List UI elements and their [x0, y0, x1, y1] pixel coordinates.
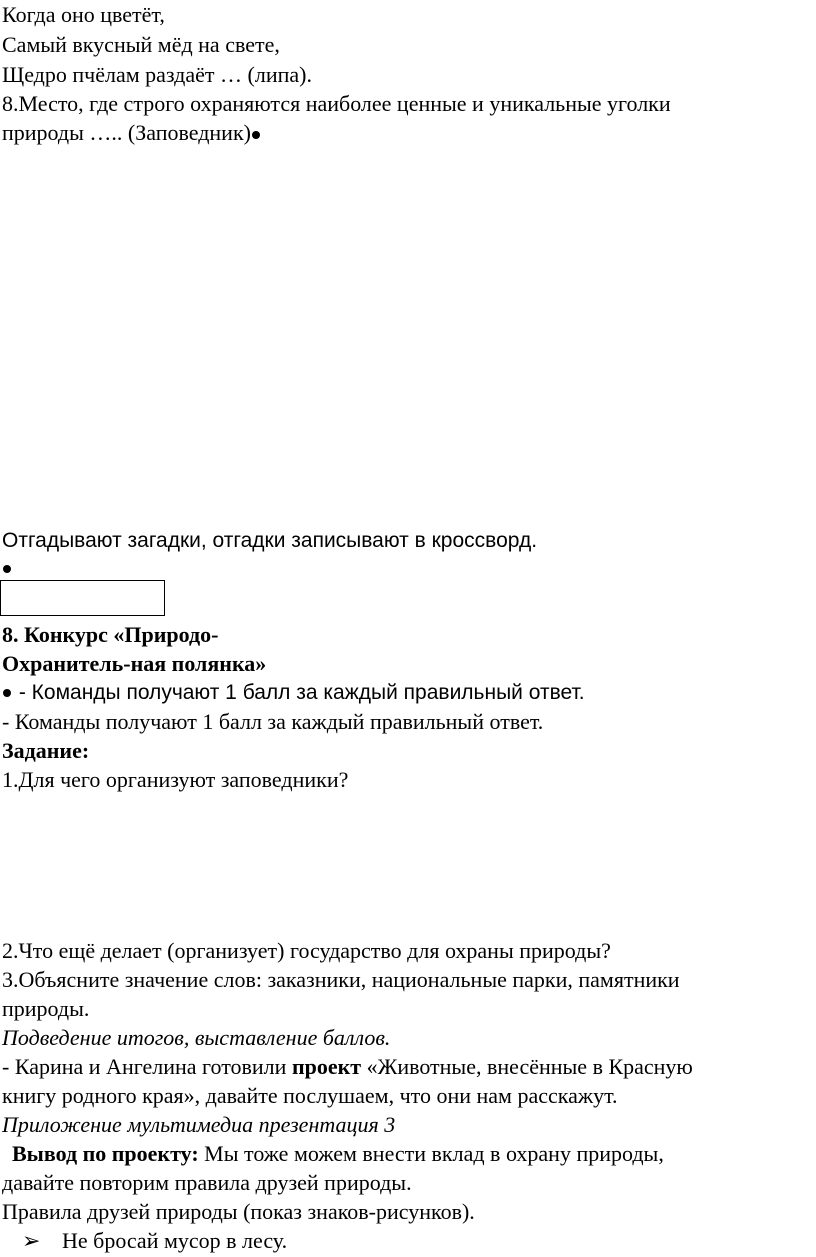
conclusion-line-2: давайте повторим правила друзей природы. — [2, 1170, 412, 1195]
conclusion-label: Вывод по проекту: — [12, 1141, 199, 1166]
task-label: Задание: — [2, 738, 90, 763]
task-question-3-line-1: 3.Объясните значение слов: заказники, национальные парки, памятники — [2, 967, 680, 992]
riddle-line-1: Когда оно цветёт, — [2, 2, 165, 27]
project-line-2: книгу родного края», давайте послушаем, что они нам расскажут. — [2, 1083, 618, 1108]
summary-line: Подведение итогов, выставление баллов. — [2, 1025, 391, 1050]
question-8-line-1: 8.Место, где строго охраняются наиболее ценные и уникальные уголки — [2, 91, 671, 116]
riddle-line-3: Щедро пчёлам раздаёт … (липа). — [2, 62, 312, 87]
arrow-bullet-icon: ➢ — [22, 1228, 41, 1253]
project-bold-word: проект — [291, 1054, 362, 1079]
contest-rule: - Команды получают 1 балл за каждый правильный ответ. — [2, 709, 544, 734]
empty-text-box — [0, 580, 165, 616]
contest-rule-bulleted-text: - Команды получают 1 балл за каждый правильный ответ. — [13, 681, 585, 704]
contest-title-line-2: Охранитель-ная полянка» — [2, 651, 267, 676]
riddle-line-2: Самый вкусный мёд на свете, — [2, 32, 280, 57]
rules-intro: Правила друзей природы (показ знаков-рисунков). — [2, 1199, 475, 1224]
question-8-text: природы ….. (Заповедник) — [2, 120, 251, 145]
appendix-line: Приложение мультимедиа презентация 3 — [2, 1112, 396, 1137]
rule-item — [2, 1226, 287, 1255]
project-prefix: - Карина и Ангелина готовили — [2, 1054, 292, 1079]
task-question-1: 1.Для чего организуют заповедники? — [2, 767, 349, 792]
project-line-1 — [2, 1052, 693, 1081]
contest-rule-bulleted — [2, 678, 585, 707]
contest-title-line-1: 8. Конкурс «Природо- — [2, 622, 219, 647]
conclusion-line-1 — [12, 1139, 664, 1168]
rule-item-text: Не бросай мусор в лесу. — [62, 1228, 288, 1253]
crossword-instruction: Отгадывают загадки, отгадки записывают в кроссворд. — [2, 529, 538, 552]
bullet-icon — [252, 131, 260, 139]
bullet-icon — [3, 689, 11, 697]
task-question-2: 2.Что ещё делает (организует) государство для охраны природы? — [2, 938, 611, 963]
project-suffix: «Животные, внесённые в Красную — [361, 1054, 693, 1079]
question-8-line-2 — [2, 118, 262, 147]
task-question-3-line-2: природы. — [2, 996, 90, 1021]
bullet-icon — [3, 565, 11, 573]
conclusion-text: Мы тоже можем внести вклад в охрану природы, — [198, 1141, 664, 1166]
bullet-line — [2, 552, 13, 581]
